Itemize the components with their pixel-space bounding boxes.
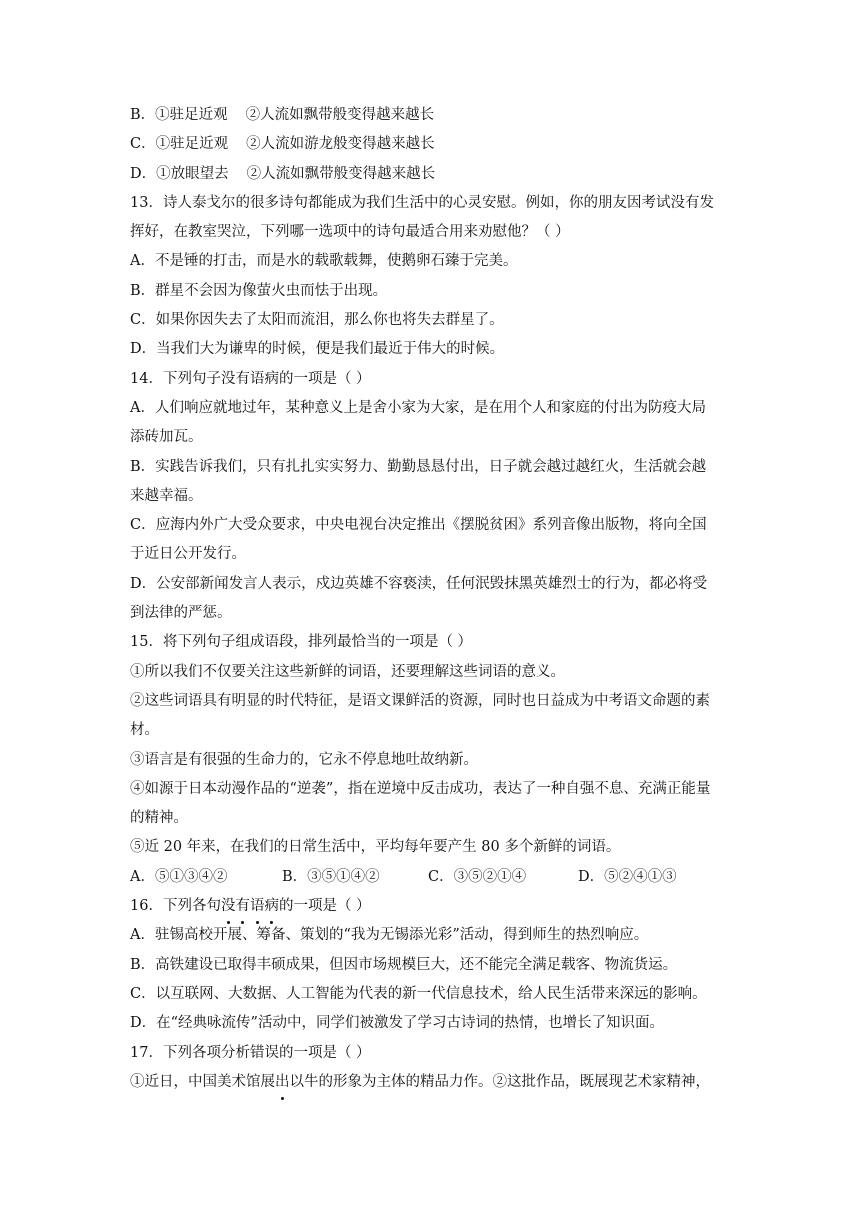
q14-option-c-line1: C．应海内外广大受众要求，中央电视台决定推出《摆脱贫困》系列音像出版物，将向全国 <box>130 517 707 534</box>
q15-stem: 15．将下列句子组成语段，排列最恰当的一项是（ ） <box>130 634 473 651</box>
q15-sentence-3: ③语言是有很强的生命力的，它永不停息地吐故纳新。 <box>130 751 478 768</box>
q14-option-b-line1: B．实践告诉我们，只有扎扎实实努力、勤勤恳恳付出，日子就会越过越红火，生活就会越 <box>130 458 707 475</box>
q15-option-c: C．③⑤②①④ <box>428 868 527 885</box>
q16-option-c: C．以互联网、大数据、人工智能为代表的新一代信息技术，给人民生活带来深远的影响。 <box>130 985 707 1002</box>
q14-option-b-line2: 来越幸福。 <box>130 487 203 504</box>
q13-option-d: D．当我们大为谦卑的时候，便是我们最近于伟大的时候。 <box>130 341 505 358</box>
q16-option-a: A．驻锡高校开展、筹备、策划的“我为无锡添光彩”活动，得到师生的热烈响应。 <box>130 927 649 944</box>
q13-stem-line1: 13．诗人泰戈尔的很多诗句都能成为我们生活中的心灵安慰。例如，你的朋友因考试没有发 <box>130 194 714 211</box>
q16-stem: 16．下列各句没有语病的一项是（ ） <box>130 892 732 921</box>
q16-option-b: B．高铁建设已取得丰硕成果，但因市场规模巨大，还不能完全满足载客、物流货运。 <box>130 956 678 973</box>
q12-option-b: B．①驻足近观 ②人流如飘带般变得越来越长 <box>130 107 435 123</box>
q17-body-line1: ①近日，中国美术馆展出以牛的形象为主体的精品力作。②这批作品，既展现艺术家精神， <box>130 1068 732 1097</box>
q14-option-a-line1: A．人们响应就地过年，某种意义上是舍小家为大家，是在用个人和家庭的付出为防疫大局 <box>130 399 706 416</box>
q12-option-d: D．①放眼望去 ②人流如飘带般变得越来越长 <box>130 165 436 182</box>
q15-option-d: D．⑤②④①③ <box>578 868 677 885</box>
q14-option-d-line2: 到法律的严惩。 <box>130 605 232 622</box>
exam-content <box>130 101 732 1097</box>
q16-option-d: D．在“经典咏流传”活动中，同学们被激发了学习古诗词的热情，也增长了知识面。 <box>130 1015 664 1032</box>
q15-sentence-2-line1: ②这些词语具有明显的时代特征，是语文课鲜活的资源，同时也日益成为中考语文命题的素 <box>130 692 710 709</box>
emphasis-char: 语 <box>250 892 265 921</box>
q12-option-c: C．①驻足近观 ②人流如游龙般变得越来越长 <box>130 136 435 153</box>
q13-stem-line2: 挥好，在教室哭泣，下列哪一选项中的诗句最适合用来劝慰他？（ ） <box>130 224 570 241</box>
emphasis-char: 有 <box>235 892 250 921</box>
q15-sentence-4-line1: ④如源于日本动漫作品的“逆袭”，指在逆境中反击成功，表达了一种自强不息、充满正能量 <box>130 780 711 797</box>
emphasis-char: 病 <box>264 892 279 921</box>
q14-option-a-line2: 添砖加瓦。 <box>130 429 203 446</box>
emphasis-char: 没 <box>221 892 236 921</box>
q14-option-c-line2: 于近日公开发行。 <box>130 546 246 563</box>
q15-option-a: A．⑤①③④② <box>130 868 228 885</box>
q15-sentence-5: ⑤近 20 年来，在我们的日常生活中，平均每年要产生 80 多个新鲜的词语。 <box>130 839 621 856</box>
q17-stem: 17．下列各项分析错误的一项是（ ） <box>130 1044 371 1061</box>
q14-option-d-line1: D．公安部新闻发言人表示，戍边英雄不容亵渎，任何泯毁抹黑英雄烈士的行为，都必将受 <box>130 575 708 592</box>
q13-option-a: A．不是锤的打击，而是水的载歌载舞，使鹅卵石臻于完美。 <box>130 253 518 270</box>
q15-sentence-2-line2: 材。 <box>130 722 159 739</box>
q15-sentence-4-line2: 的精神。 <box>130 810 188 827</box>
q13-option-c: C．如果你因失去了太阳而流泪，那么你也将失去群星了。 <box>130 312 504 329</box>
q15-option-b: B．③⑤①④② <box>282 868 380 885</box>
q14-stem: 14．下列句子没有语病的一项是（ ） <box>130 370 371 387</box>
emphasis-char: 出 <box>275 1068 290 1097</box>
q15-options <box>130 863 732 892</box>
q13-option-b: B．群星不会因为像萤火虫而怯于出现。 <box>130 282 388 299</box>
q15-sentence-1: ①所以我们不仅要关注这些新鲜的词语，还要理解这些词语的意义。 <box>130 663 565 680</box>
